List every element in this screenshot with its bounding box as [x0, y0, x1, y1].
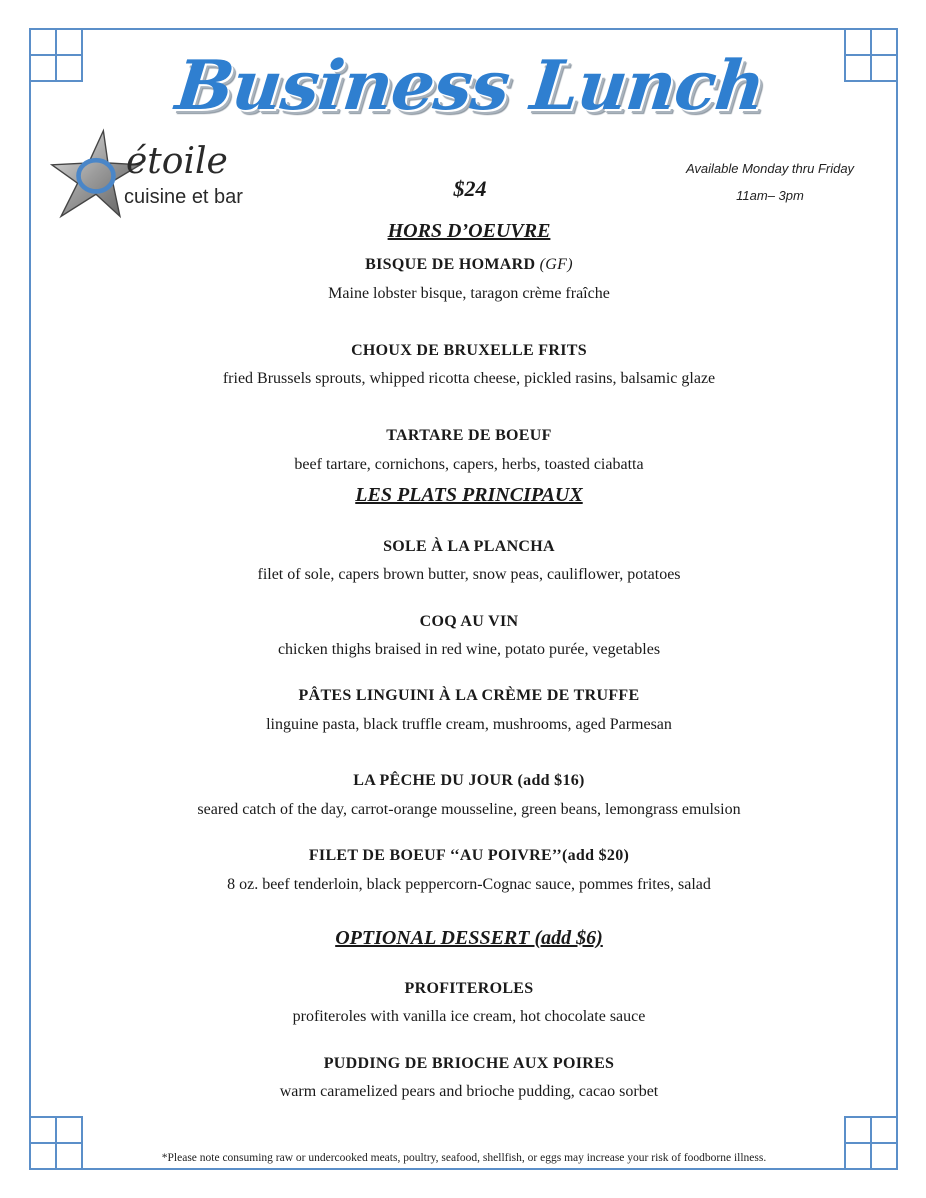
dish-name: PUDDING DE BRIOCHE AUX POIRES: [323, 1055, 615, 1072]
menu-price: $24: [453, 176, 487, 201]
availability-info: [660, 158, 880, 212]
dish-name: FILET DE BOEUF ‘‘AU POIVRE’’(add $20): [308, 847, 630, 864]
availability-hours: 11am– 3pm: [736, 188, 804, 203]
dish-description: seared catch of the day, carrot-orange mousseline, green beans, lemongrass emulsion: [197, 801, 741, 818]
dish-name: SOLE À LA PLANCHA: [383, 538, 555, 555]
section-title-hors-doeuvre: HORS D’OEUVRE: [387, 220, 551, 242]
dish-name: [60, 256, 878, 274]
dish-name: PROFITEROLES: [404, 980, 534, 997]
logo-subtitle: cuisine et bar: [124, 186, 243, 208]
dish-name: TARTARE DE BOEUF: [386, 427, 552, 444]
dish-description: fried Brussels sprouts, whipped ricotta cheese, pickled rasins, balsamic glaze: [222, 370, 716, 387]
dish-name: PÂTES LINGUINI À LA CRÈME DE TRUFFE: [298, 687, 640, 704]
dish-description: Maine lobster bisque, taragon crème fraîche: [328, 285, 610, 302]
dish-description: filet of sole, capers brown butter, snow peas, cauliflower, potatoes: [257, 566, 681, 583]
dish-description: chicken thighs braised in red wine, potato purée, vegetables: [277, 641, 661, 658]
menu-title: Business Lunch: [172, 46, 768, 126]
dish-name: CHOUX DE BRUXELLE FRITS: [351, 342, 587, 359]
dish-description: warm caramelized pears and brioche pudding, cacao sorbet: [279, 1083, 659, 1100]
dish-description: profiteroles with vanilla ice cream, hot chocolate sauce: [292, 1008, 646, 1025]
corner-ornament-top-right: [844, 28, 898, 82]
dish-description: linguine pasta, black truffle cream, mushrooms, aged Parmesan: [266, 716, 672, 733]
availability-days: Available Monday thru Friday: [685, 161, 855, 176]
corner-ornament-top-left: [29, 28, 83, 82]
dish-tag: (GF): [539, 256, 573, 273]
dish-name: COQ AU VIN: [419, 613, 519, 630]
dish-description: 8 oz. beef tenderloin, black peppercorn-Cognac sauce, pommes frites, salad: [227, 876, 711, 893]
dish-name: LA PÊCHE DU JOUR (add $16): [353, 772, 585, 789]
food-safety-disclaimer: *Please note consuming raw or undercooked meats, poultry, seafood, shellfish, or eggs may increase your risk of foodborne illness.: [161, 1152, 767, 1164]
section-title-plats-principaux: LES PLATS PRINCIPAUX: [355, 484, 583, 506]
logo-name: étoile: [126, 141, 228, 182]
dish-name-text: BISQUE DE HOMARD: [365, 256, 536, 273]
dish-description: beef tartare, cornichons, capers, herbs, toasted ciabatta: [294, 456, 644, 473]
section-title-optional-dessert: OPTIONAL DESSERT (add $6): [335, 927, 603, 949]
restaurant-logo: [50, 128, 270, 224]
